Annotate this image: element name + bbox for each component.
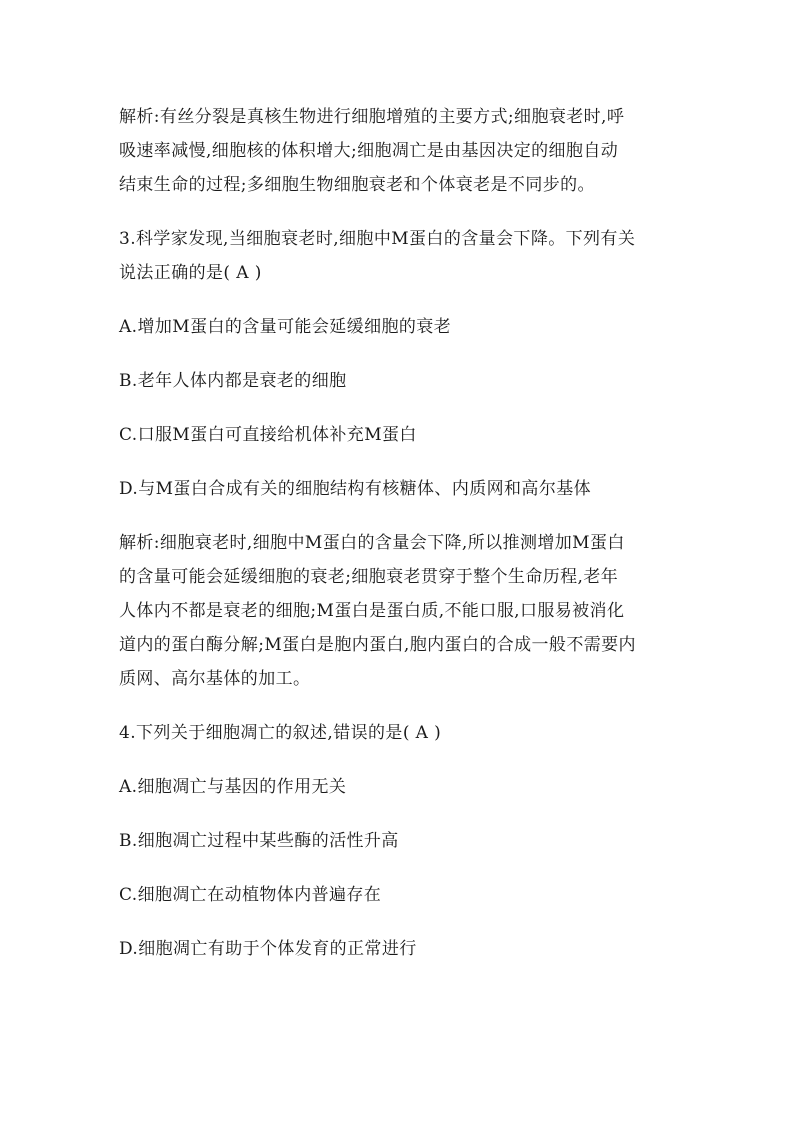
- question3-analysis: [119, 526, 679, 696]
- text-line: 结束生命的过程;多细胞生物细胞衰老和个体衰老是不同步的。: [119, 175, 595, 195]
- question4-option-c: C.细胞凋亡在动植物体内普遍存在: [119, 885, 382, 905]
- question4-stem: [119, 716, 679, 750]
- text-line: 道内的蛋白酶分解;M蛋白是胞内蛋白,胞内蛋白的合成一般不需要内: [119, 635, 636, 655]
- text-line: 人体内不都是衰老的细胞;M蛋白是蛋白质,不能口服,口服易被消化: [119, 601, 625, 621]
- question4-option-d: D.细胞凋亡有助于个体发育的正常进行: [119, 939, 417, 959]
- text-line: 4.下列关于细胞凋亡的叙述,错误的是( A ): [119, 723, 442, 743]
- text-line: 3.科学家发现,当细胞衰老时,细胞中M蛋白的含量会下降。下列有关: [119, 229, 636, 249]
- question4-option-b: B.细胞凋亡过程中某些酶的活性升高: [119, 831, 399, 851]
- question3-option-a: A.增加M蛋白的含量可能会延缓细胞的衰老: [119, 317, 452, 337]
- text-line: 说法正确的是( A ): [119, 263, 262, 283]
- document-content: [119, 100, 679, 986]
- text-line: 质网、高尔基体的加工。: [119, 669, 311, 689]
- text-line: 解析:细胞衰老时,细胞中M蛋白的含量会下降,所以推测增加M蛋白: [119, 533, 625, 553]
- analysis-q2: [119, 100, 679, 202]
- text-line: 的含量可能会延缓细胞的衰老;细胞衰老贯穿于整个生命历程,老年: [119, 567, 619, 587]
- question3-stem: [119, 222, 679, 290]
- text-line: 解析:有丝分裂是真核生物进行细胞增殖的主要方式;细胞衰老时,呼: [119, 107, 625, 127]
- question3-option-c: C.口服M蛋白可直接给机体补充M蛋白: [119, 425, 417, 445]
- question3-option-d: D.与M蛋白合成有关的细胞结构有核糖体、内质网和高尔基体: [119, 479, 592, 499]
- text-line: 吸速率减慢,细胞核的体积增大;细胞凋亡是由基因决定的细胞自动: [119, 141, 619, 161]
- question4-option-a: A.细胞凋亡与基因的作用无关: [119, 777, 347, 797]
- question3-option-b: B.老年人体内都是衰老的细胞: [119, 371, 347, 391]
